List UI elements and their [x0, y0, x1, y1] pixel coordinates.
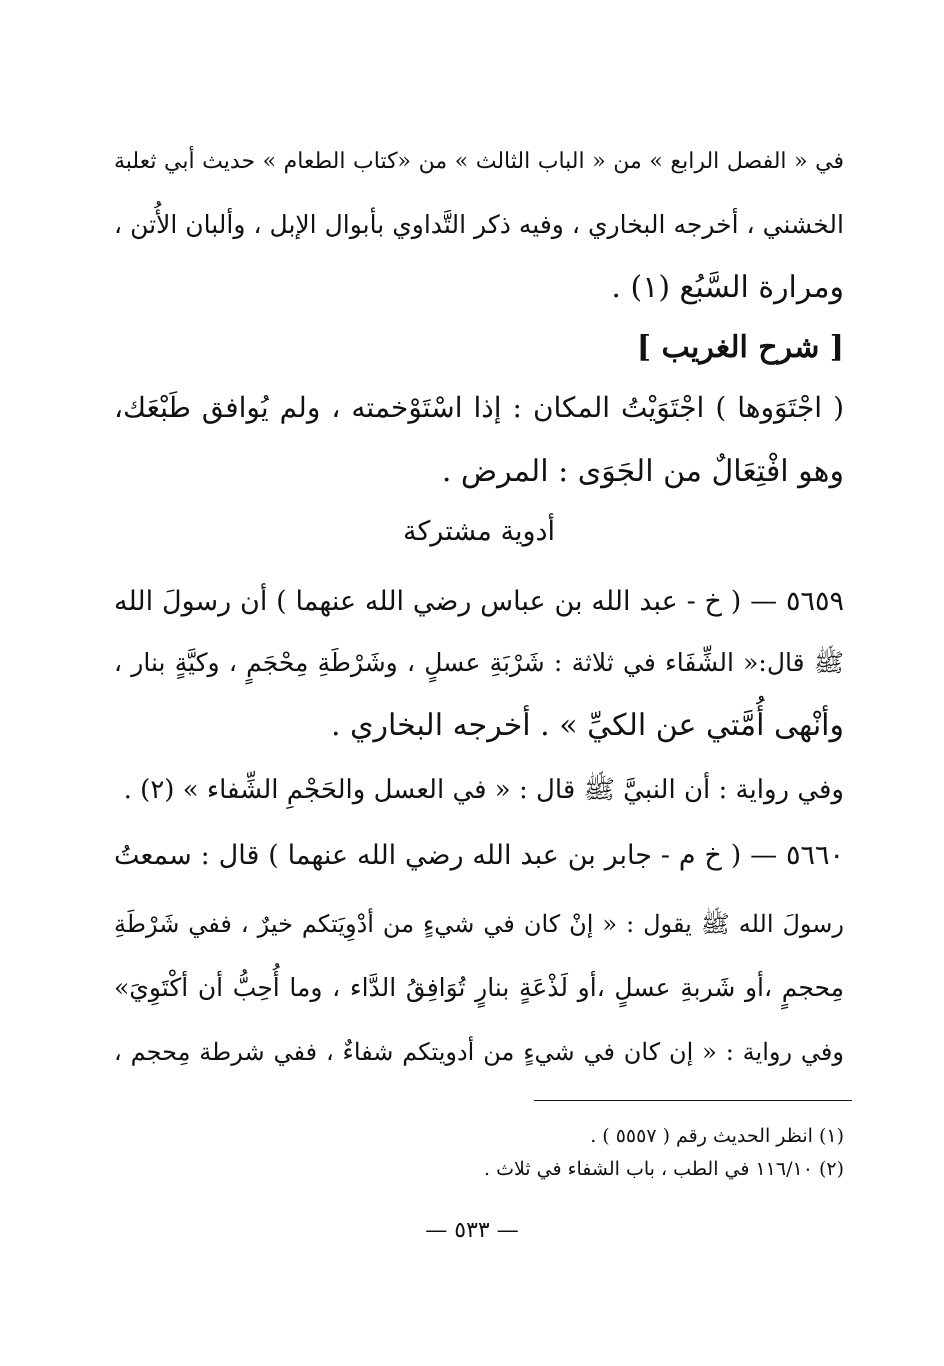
footnote: (٢) ١١٦/١٠ في الطب ، باب الشفاء في ثلاث .: [484, 1158, 844, 1180]
hadith-5660-line: ٥٦٦٠ — ( خ م - جابر بن عبد الله رضي الله عنهما ) قال : سمعتُ: [114, 840, 844, 871]
page-number: — ٥٣٣ —: [425, 1218, 519, 1243]
hadith-5660-line: مِحجمٍ ،أو شَربةِ عسلٍ ،أو لَذْعَةٍ بنارٍ تُوَافِقُ الدَّاء ، وما أُحِبُّ أن أكْتَوِيَ»: [114, 973, 844, 1002]
section-heading: أدوية مشتركة: [402, 516, 556, 547]
paragraph-line: الخشني ، أخرجه البخاري ، وفيه ذكر التَّداوي بأبوال الإبل ، وألبان الأُتن ،: [114, 210, 844, 239]
gharib-line: وهو افْتِعَالٌ من الجَوَى : المرض .: [441, 454, 844, 489]
footnote: (١) انظر الحديث رقم ( ٥٥٥٧ ) .: [590, 1125, 844, 1147]
hadith-5659-riwaya: وفي رواية : أن النبيَّ ﷺ قال : « في العسل والحَجْمِ الشِّفاء » (٢) .: [123, 775, 844, 805]
hadith-5660-line: رسولَ الله ﷺ يقول : « إنْ كان في شيءٍ من أدْوِيَتكم خيرٌ ، ففي شَرْطَةِ: [114, 910, 844, 938]
hadith-5659-line: ﷺ قال:« الشِّفَاء في ثلاثة : شَرْبَةِ عسلٍ ، وشَرْطَةِ مِحْجَمٍ ، وكيَّةٍ بنار ،: [114, 648, 844, 677]
gharib-line: ( اجْتَوَوها ) اجْتَوَيْتُ المكان : إذا اسْتَوْخمته ، ولم يُوافق طَبْعَك،: [114, 391, 844, 424]
paragraph-line: ومرارة السَّبُع (١) .: [611, 270, 844, 305]
gharib-heading: [ شرح الغريب ]: [636, 330, 844, 365]
hadith-5659-line: وأنْهى أُمَّتي عن الكيِّ » . أخرجه البخاري .: [330, 708, 844, 743]
footnote-separator: [534, 1100, 852, 1101]
hadith-5659-line: ٥٦٥٩ — ( خ - عبد الله بن عباس رضي الله عنهما ) أن رسولَ الله: [114, 586, 844, 617]
paragraph-line: في « الفصل الرابع » من « الباب الثالث » من «كتاب الطعام » حديث أبي ثعلبة: [114, 149, 844, 174]
hadith-5660-line: وفي رواية : « إن كان في شيءٍ من أدويتكم شفاءٌ ، ففي شرطة مِحجم ،: [114, 1038, 844, 1066]
